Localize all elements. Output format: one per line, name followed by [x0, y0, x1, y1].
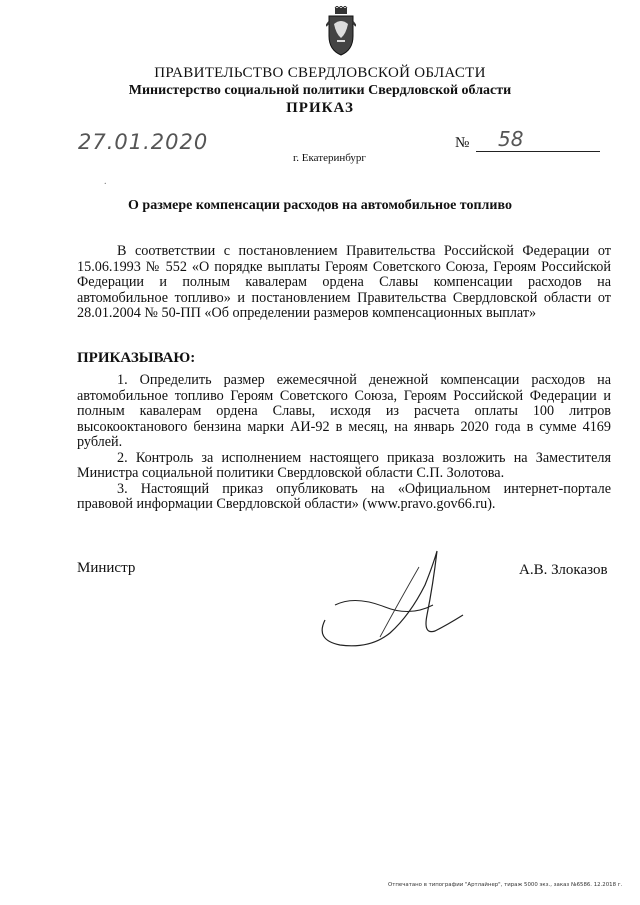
order-number: 58	[498, 127, 524, 151]
signatory-role: Министр	[77, 560, 136, 576]
order-item-3: 3. Настоящий приказ опубликовать на «Официальном интернет-портале правовой информации Свердловской области» (www.pravo.gov66.ru).	[77, 480, 611, 512]
order-date: 27.01.2020	[78, 130, 209, 154]
order-item-1: 1. Определить размер ежемесячной денежной компенсации расходов на автомобильное топливо Героям Советского Союза, Героям Российской Федерации и полным кавалерам ордена Славы, исходя из расчета оплаты 100 литров высокооктанового бензина марки АИ-92 в месяц, на январь 2020 года в сумме 4169 рублей.	[77, 372, 611, 450]
order-item-2: 2. Контроль за исполнением настоящего приказа возложить на Заместителя Министра социальной политики Свердловской области С.П. Золотова.	[77, 449, 611, 481]
number-underline	[476, 151, 600, 152]
mark-dot: .	[104, 176, 107, 187]
document-type: ПРИКАЗ	[286, 100, 354, 116]
order-items	[77, 373, 611, 513]
handwritten-signature	[315, 545, 465, 655]
preamble-text: В соответствии с постановлением Правительства Российской Федерации от 15.06.1993 № 552 «О порядке выплаты Героям Советского Союза, Героям Российской Федерации и полным кавалерам ордена Славы компенсации расходов на автомобильное топливо» и постановлением Правительства Свердловской области от 28.01.2004 № 50-ПП «Об определении размеров компенсационных выплат»	[77, 243, 611, 321]
print-footer: Отпечатано в типографии "Артлайнер", тираж 5000 экз., заказ №6586. 12.2018 г.	[388, 882, 623, 888]
decree-word: ПРИКАЗЫВАЮ:	[77, 350, 196, 366]
order-number-label: №	[455, 135, 470, 151]
coat-of-arms-icon	[326, 6, 356, 56]
city: г. Екатеринбург	[293, 152, 366, 164]
ministry-name: Министерство социальной политики Свердловской области	[128, 83, 512, 98]
preamble	[77, 244, 611, 322]
document-title: О размере компенсации расходов на автомобильное топливо	[128, 198, 512, 213]
signatory-name: А.В. Злоказов	[519, 562, 608, 578]
government-name: ПРАВИТЕЛЬСТВО СВЕРДЛОВСКОЙ ОБЛАСТИ	[154, 65, 486, 81]
